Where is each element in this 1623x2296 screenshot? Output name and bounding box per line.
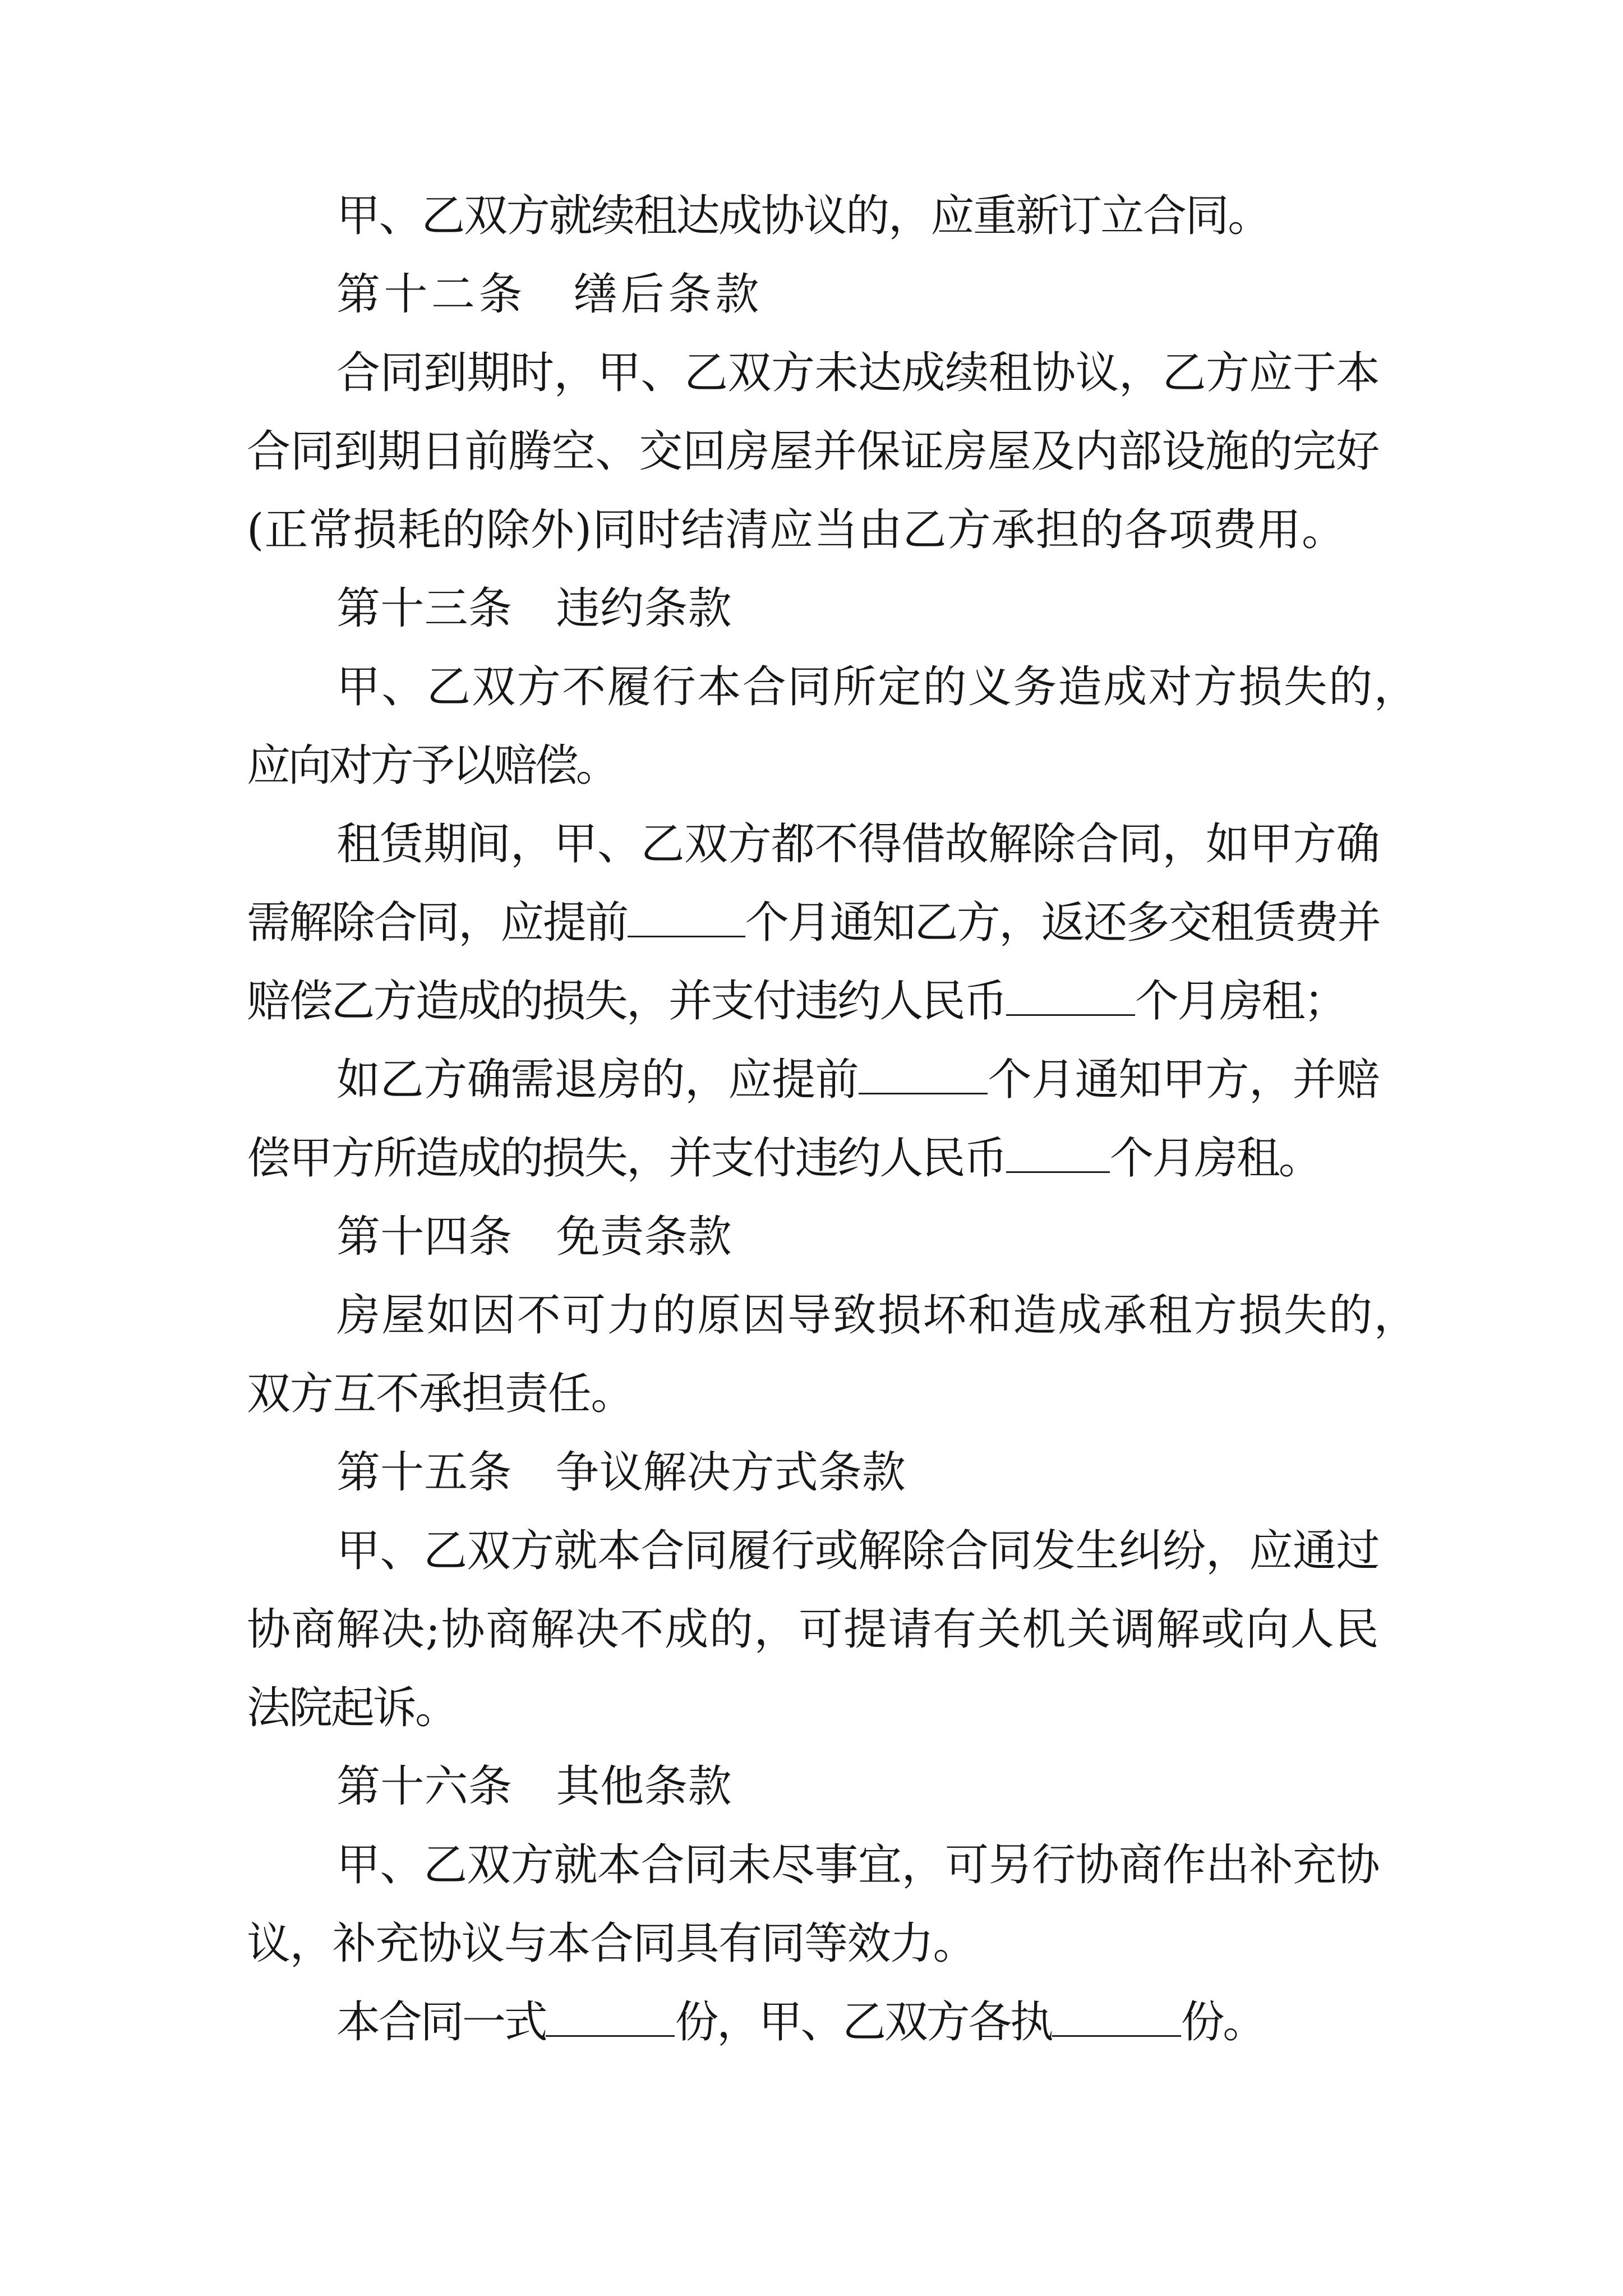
line-text: 个月房租； — [1135, 976, 1346, 1027]
line-text: 法院起诉。 — [247, 1683, 457, 1733]
text-line — [336, 816, 1380, 872]
text-line — [336, 345, 1380, 401]
fill-in-blank[interactable] — [1006, 975, 1135, 1016]
text-line — [336, 1837, 1380, 1893]
text-line — [336, 659, 1419, 715]
text-line — [247, 1916, 976, 1972]
line-text: 个月房租。 — [1109, 1133, 1321, 1184]
text-line — [247, 1130, 1321, 1186]
text-line — [247, 738, 617, 794]
line-text: 第十四条 免责条款 — [336, 1212, 732, 1262]
line-text: 租赁期间，甲、乙双方都不得借故解除合同，如甲方确 — [336, 819, 1380, 869]
line-text: 份。 — [1181, 1997, 1265, 2047]
line-text: 房屋如因不可力的原因导致损坏和造成承租方损失的， — [336, 1290, 1419, 1341]
text-line — [336, 1052, 1380, 1108]
fill-in-blank[interactable] — [1006, 1132, 1110, 1173]
line-text: 协商解决;协商解决不成的，可提请有关机关调解或向人民 — [247, 1604, 1380, 1655]
line-text: 第十三条 违约条款 — [336, 583, 732, 634]
line-text: 需解除合同，应提前 — [247, 898, 628, 948]
line-text: (正常损耗的除外)同时结清应当由乙方承担的各项费用。 — [247, 505, 1346, 555]
line-text: 甲、乙双方就本合同履行或解除合同发生纠纷，应通过 — [336, 1526, 1380, 1576]
line-text: 甲、乙双方不履行本合同所定的义务造成对方损失的， — [336, 662, 1419, 712]
line-text: 偿甲方所造成的损失，并支付违约人民币 — [247, 1133, 1006, 1184]
text-line — [336, 1523, 1380, 1579]
text-line — [336, 1287, 1419, 1343]
text-line — [247, 424, 1380, 480]
line-text: 甲、乙双方就续租达成协议的，应重新订立合同。 — [336, 191, 1270, 241]
line-text: 赔偿乙方造成的损失，并支付违约人民币 — [247, 976, 1006, 1027]
line-text: 应向对方予以赔偿。 — [247, 740, 617, 791]
fill-in-blank[interactable] — [546, 1996, 675, 2037]
text-line — [247, 1602, 1380, 1658]
text-line — [247, 502, 1346, 558]
text-line — [336, 188, 1270, 244]
line-text: 第十六条 其他条款 — [336, 1761, 732, 1812]
fill-in-blank[interactable] — [1052, 1996, 1181, 2037]
line-text: 份，甲、乙双方各执 — [675, 1997, 1052, 2047]
text-line — [336, 1759, 732, 1815]
text-line — [336, 1209, 732, 1265]
text-line — [336, 581, 732, 637]
line-text: 第十五条 争议解决方式条款 — [336, 1447, 906, 1498]
line-text: 如乙方确需退房的，应提前 — [336, 1055, 859, 1105]
line-text: 第十二条 缮后条款 — [336, 269, 763, 320]
fill-in-blank[interactable] — [859, 1053, 988, 1094]
text-line — [247, 973, 1346, 1029]
line-text: 个月通知甲方，并赔 — [988, 1055, 1380, 1105]
line-text: 议，补充协议与本合同具有同等效力。 — [247, 1918, 976, 1969]
line-text: 个月通知乙方，返还多交租赁费并 — [745, 898, 1380, 948]
text-line — [247, 1366, 634, 1422]
text-line — [336, 1444, 906, 1501]
line-text: 合同到期时，甲、乙双方未达成续租协议，乙方应于本 — [336, 348, 1380, 398]
fill-in-blank[interactable] — [628, 896, 745, 937]
text-line — [247, 895, 1380, 951]
line-text: 本合同一式 — [336, 1997, 546, 2047]
text-line — [247, 1680, 457, 1736]
line-text: 甲、乙双方就本合同未尽事宜，可另行协商作出补充协 — [336, 1840, 1380, 1890]
text-line — [336, 266, 763, 323]
text-line — [336, 1994, 1265, 2050]
line-text: 双方互不承担责任。 — [247, 1369, 634, 1419]
line-text: 合同到期日前腾空、交回房屋并保证房屋及内部设施的完好 — [247, 426, 1380, 477]
